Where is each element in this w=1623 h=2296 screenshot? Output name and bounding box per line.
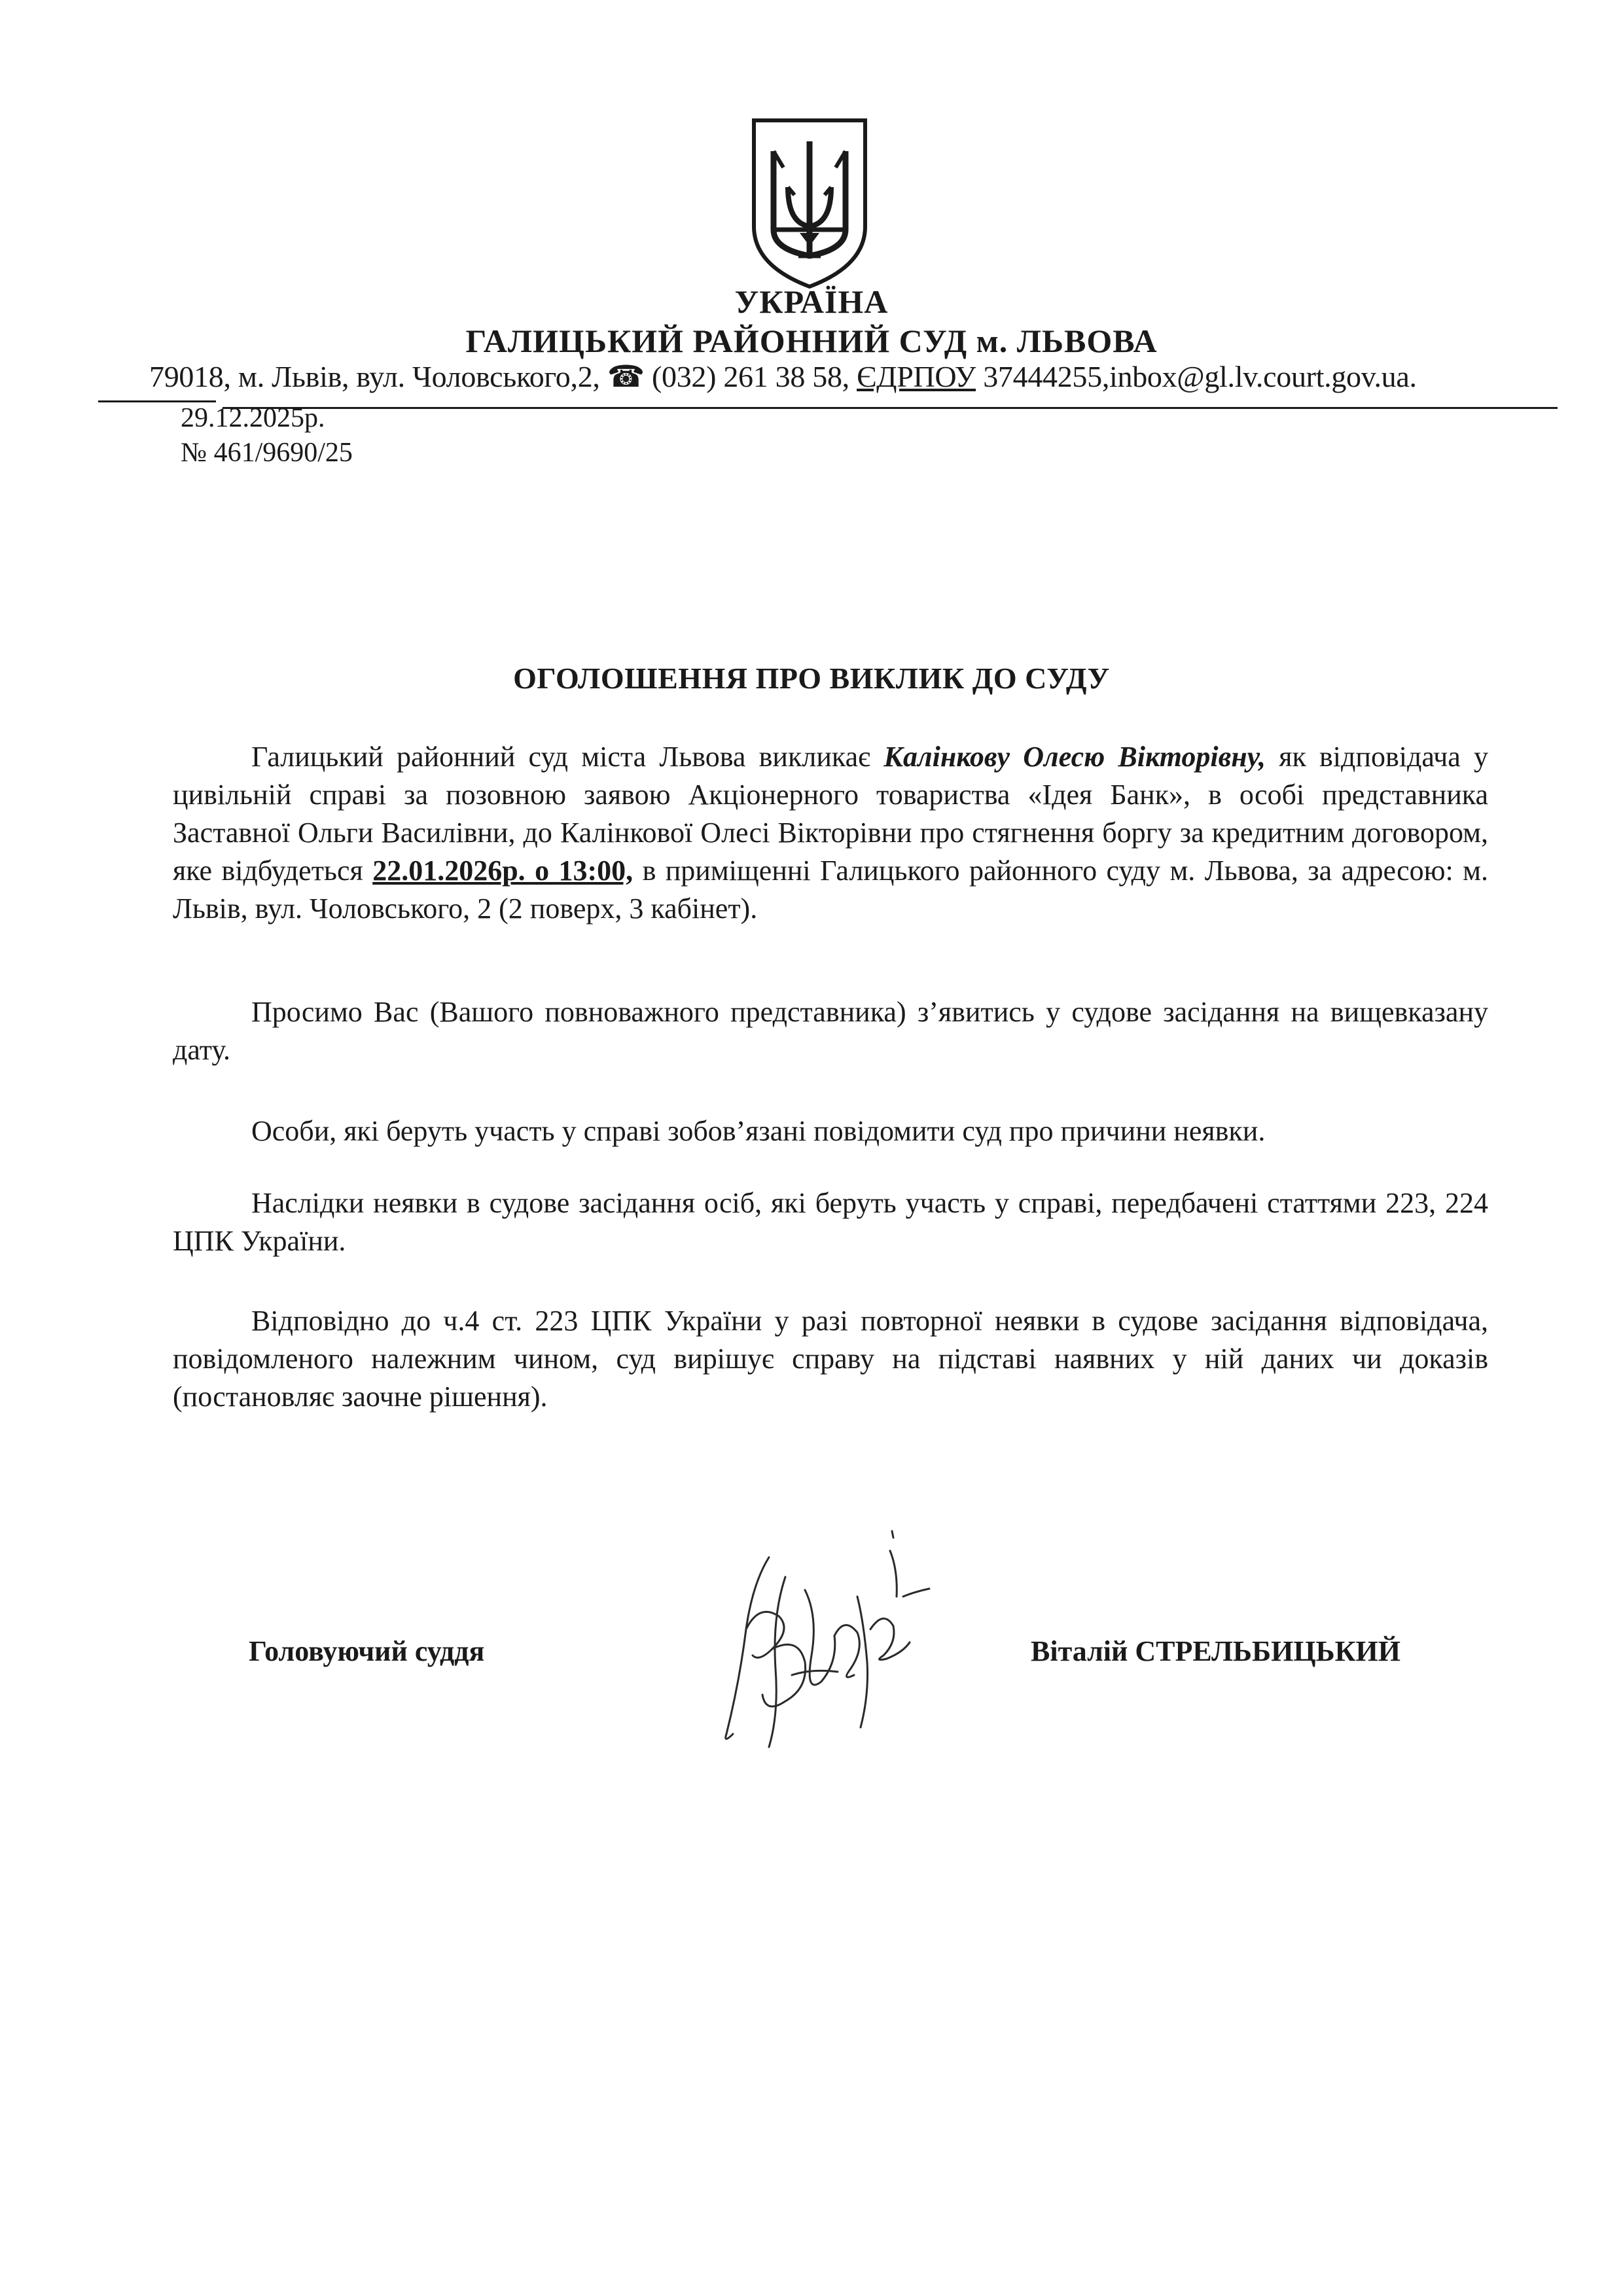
- signatory-role: Головуючий суддя: [249, 1635, 485, 1667]
- document-date: 29.12.2025р.: [181, 403, 325, 433]
- case-number: № 461/9690/25: [181, 438, 353, 468]
- paragraph-request: [173, 993, 1488, 1069]
- p1-text-c: в приміщенні Галицького районного суду м. Львова, за адресою: м. Львів, вул. Чоловського, 2 (2 поверх, 3 кабінет).: [173, 855, 1488, 925]
- p1-text-b: як відповідача у цивільній справі за позовною заявою Акціонерного товариства «Ідея Банк», в особі представника Заставної Ольги Василівни, до Калінкової Олесі Вікторівни про стягнення боргу за кредитним договором, яке відбудеться: [173, 741, 1488, 887]
- paragraph-notify: [173, 1112, 1488, 1150]
- signatory-name: Віталій СТРЕЛЬБИЦЬКИЙ: [1031, 1635, 1400, 1667]
- p1-text-a: Галицький районний суд міста Львова викликає: [251, 741, 884, 773]
- edrpou-and-email: 37444255,inbox@gl.lv.court.gov.ua.: [976, 360, 1417, 393]
- handwritten-signature: [707, 1518, 955, 1767]
- court-name-heading: ГАЛИЦЬКИЙ РАЙОННИЙ СУД м. ЛЬВОВА: [465, 323, 1158, 359]
- court-address: [149, 359, 1550, 394]
- coat-of-arms-icon: [747, 115, 872, 292]
- defendant-name: Калінкову Олесю Вікторівну,: [883, 741, 1266, 773]
- paragraph-summons: [173, 738, 1488, 928]
- phone-number: (032) 261 38 58,: [644, 360, 857, 393]
- country-heading: УКРАЇНА: [734, 283, 889, 320]
- document-title: ОГОЛОШЕННЯ ПРО ВИКЛИК ДО СУДУ: [513, 662, 1110, 695]
- p5-text: Відповідно до ч.4 ст. 223 ЦПК України у разі повторної неявки в судове засідання відповідача, повідомленого належним чином, суд вирішує справу на підставі наявних у ній даних чи доказів (постановляє заочне рішення).: [173, 1305, 1488, 1413]
- phone-icon: ☎: [607, 360, 645, 393]
- header-divider: [223, 407, 1558, 409]
- paragraph-consequences: [173, 1184, 1488, 1260]
- p4-text: Наслідки неявки в судове засідання осіб, які беруть участь у справі, передбачені статтями 223, 224 ЦПК України.: [173, 1187, 1488, 1257]
- hearing-datetime: 22.01.2026р. о 13:00,: [372, 855, 633, 887]
- p3-text: Особи, які беруть участь у справі зобов’язані повідомити суд про причини неявки.: [251, 1115, 1266, 1147]
- paragraph-default-judgment: [173, 1302, 1488, 1416]
- p2-text: Просимо Вас (Вашого повноважного представника) з’явитись у судове засідання на вищевказану дату.: [173, 996, 1488, 1066]
- edrpou-label: ЄДРПОУ: [857, 360, 976, 393]
- address-text: 79018, м. Львів, вул. Чоловського,2,: [149, 360, 607, 393]
